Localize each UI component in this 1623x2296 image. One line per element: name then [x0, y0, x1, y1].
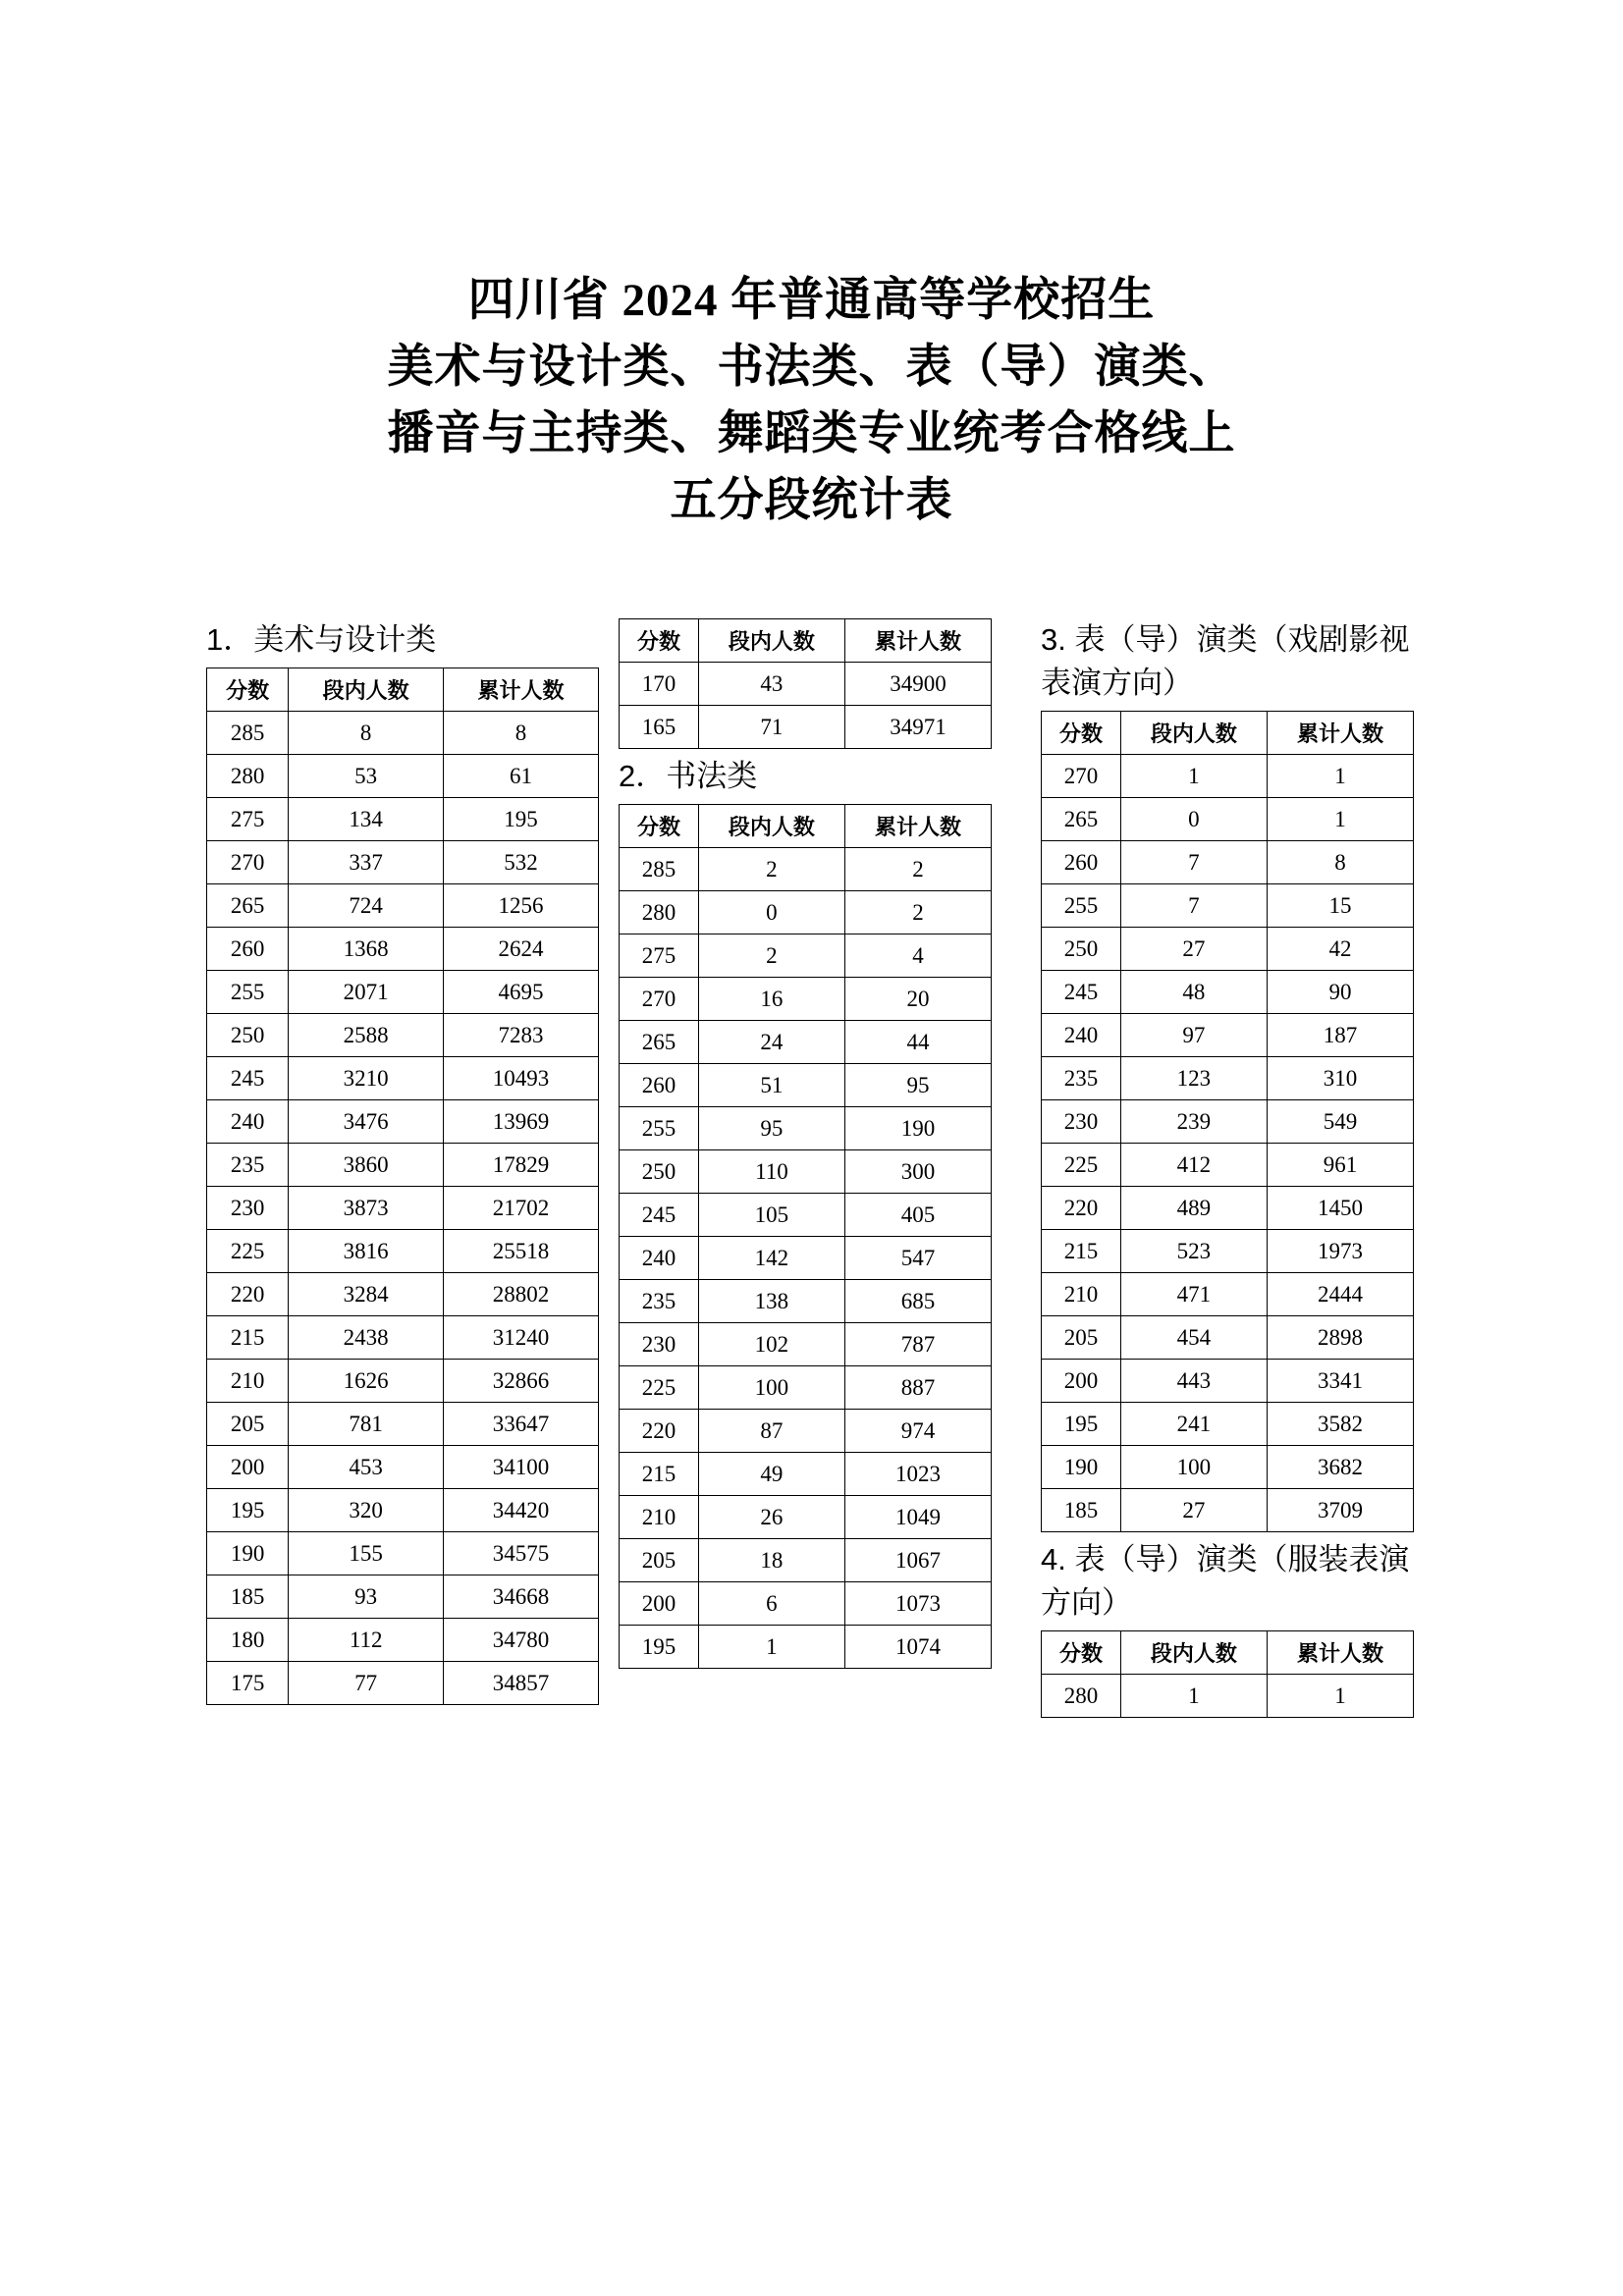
cell-cumulative-count: 31240 — [444, 1316, 599, 1360]
cell-segment-count: 100 — [1120, 1446, 1267, 1489]
cell-segment-count: 1 — [1120, 755, 1267, 798]
document-title — [0, 0, 1623, 534]
cell-score: 260 — [1042, 841, 1121, 884]
cell-segment-count: 24 — [698, 1021, 844, 1064]
table-header-row — [620, 619, 992, 663]
table-row — [207, 712, 599, 755]
header-segment-count: 段内人数 — [698, 619, 844, 663]
cell-score: 245 — [620, 1194, 699, 1237]
cell-segment-count: 49 — [698, 1453, 844, 1496]
cell-score: 180 — [207, 1619, 289, 1662]
cell-score: 200 — [207, 1446, 289, 1489]
cell-cumulative-count: 8 — [444, 712, 599, 755]
table-row — [620, 1237, 992, 1280]
cell-score: 285 — [207, 712, 289, 755]
cell-segment-count: 412 — [1120, 1144, 1267, 1187]
table-row — [620, 706, 992, 749]
cell-cumulative-count: 34971 — [844, 706, 991, 749]
table-meishu-yu-sheji-part1 — [206, 667, 599, 1705]
table-row — [620, 663, 992, 706]
cell-score: 205 — [620, 1539, 699, 1582]
cell-score: 230 — [620, 1323, 699, 1366]
table-row — [620, 1582, 992, 1626]
table-row — [620, 978, 992, 1021]
cell-cumulative-count: 1067 — [844, 1539, 991, 1582]
cell-segment-count: 1626 — [289, 1360, 444, 1403]
cell-cumulative-count: 17829 — [444, 1144, 599, 1187]
table-shufa — [619, 804, 992, 1669]
cell-cumulative-count: 3682 — [1267, 1446, 1413, 1489]
cell-cumulative-count: 547 — [844, 1237, 991, 1280]
table-row — [1042, 1489, 1414, 1532]
title-line-1: 四川省 2024 年普通高等学校招生 — [467, 275, 1156, 326]
cell-cumulative-count: 1 — [1267, 755, 1413, 798]
cell-segment-count: 320 — [289, 1489, 444, 1532]
table-row — [620, 1496, 992, 1539]
cell-segment-count: 724 — [289, 884, 444, 928]
table-row — [207, 1662, 599, 1705]
cell-score: 185 — [207, 1575, 289, 1619]
cell-cumulative-count: 28802 — [444, 1273, 599, 1316]
table-biaoyan-xiju-yingshi — [1041, 711, 1414, 1532]
cell-cumulative-count: 1073 — [844, 1582, 991, 1626]
cell-score: 240 — [620, 1237, 699, 1280]
cell-score: 275 — [207, 798, 289, 841]
table-header-row — [620, 805, 992, 848]
cell-cumulative-count: 7283 — [444, 1014, 599, 1057]
cell-segment-count: 2071 — [289, 971, 444, 1014]
table-row — [207, 884, 599, 928]
cell-segment-count: 110 — [698, 1150, 844, 1194]
cell-segment-count: 2 — [698, 848, 844, 891]
cell-cumulative-count: 34857 — [444, 1662, 599, 1705]
cell-segment-count: 138 — [698, 1280, 844, 1323]
header-score: 分数 — [620, 805, 699, 848]
cell-score: 235 — [620, 1280, 699, 1323]
cell-score: 200 — [620, 1582, 699, 1626]
header-cumulative-count: 累计人数 — [1267, 1631, 1413, 1675]
cell-segment-count: 71 — [698, 706, 844, 749]
cell-score: 285 — [620, 848, 699, 891]
cell-cumulative-count: 1256 — [444, 884, 599, 928]
title-line-3: 播音与主持类、舞蹈类专业统考合格线上 — [387, 408, 1236, 459]
table-row — [620, 1107, 992, 1150]
cell-segment-count: 781 — [289, 1403, 444, 1446]
cell-score: 195 — [620, 1626, 699, 1669]
cell-segment-count: 2438 — [289, 1316, 444, 1360]
table-row — [207, 1489, 599, 1532]
table-row — [207, 1619, 599, 1662]
cell-score: 230 — [1042, 1100, 1121, 1144]
cell-score: 220 — [1042, 1187, 1121, 1230]
cell-score: 215 — [1042, 1230, 1121, 1273]
cell-score: 270 — [1042, 755, 1121, 798]
cell-segment-count: 51 — [698, 1064, 844, 1107]
cell-score: 185 — [1042, 1489, 1121, 1532]
cell-cumulative-count: 3582 — [1267, 1403, 1413, 1446]
cell-segment-count: 7 — [1120, 841, 1267, 884]
cell-segment-count: 6 — [698, 1582, 844, 1626]
cell-segment-count: 155 — [289, 1532, 444, 1575]
cell-cumulative-count: 1074 — [844, 1626, 991, 1669]
cell-score: 205 — [207, 1403, 289, 1446]
cell-cumulative-count: 2898 — [1267, 1316, 1413, 1360]
cell-cumulative-count: 1049 — [844, 1496, 991, 1539]
table-row — [1042, 841, 1414, 884]
header-score: 分数 — [1042, 1631, 1121, 1675]
cell-cumulative-count: 1973 — [1267, 1230, 1413, 1273]
cell-segment-count: 100 — [698, 1366, 844, 1410]
cell-segment-count: 7 — [1120, 884, 1267, 928]
cell-segment-count: 97 — [1120, 1014, 1267, 1057]
table-row — [207, 1230, 599, 1273]
cell-segment-count: 18 — [698, 1539, 844, 1582]
cell-cumulative-count: 1 — [1267, 1675, 1413, 1718]
header-segment-count: 段内人数 — [1120, 712, 1267, 755]
cell-segment-count: 142 — [698, 1237, 844, 1280]
table-body-2 — [620, 848, 992, 1669]
header-cumulative-count: 累计人数 — [1267, 712, 1413, 755]
table-row — [620, 1410, 992, 1453]
cell-cumulative-count: 549 — [1267, 1100, 1413, 1144]
cell-segment-count: 87 — [698, 1410, 844, 1453]
section-heading-4: 4. 表（导）演类（服装表演方向） — [1041, 1542, 1410, 1620]
table-row — [1042, 755, 1414, 798]
cell-score: 280 — [207, 755, 289, 798]
table-row — [1042, 1446, 1414, 1489]
cell-score: 205 — [1042, 1316, 1121, 1360]
cell-cumulative-count: 300 — [844, 1150, 991, 1194]
cell-cumulative-count: 190 — [844, 1107, 991, 1150]
cell-score: 260 — [620, 1064, 699, 1107]
cell-segment-count: 2 — [698, 934, 844, 978]
table-row — [207, 1144, 599, 1187]
table-header-row — [1042, 1631, 1414, 1675]
cell-segment-count: 489 — [1120, 1187, 1267, 1230]
cell-cumulative-count: 974 — [844, 1410, 991, 1453]
cell-cumulative-count: 187 — [1267, 1014, 1413, 1057]
cell-score: 265 — [207, 884, 289, 928]
table-row — [620, 1323, 992, 1366]
cell-score: 170 — [620, 663, 699, 706]
cell-segment-count: 1 — [1120, 1675, 1267, 1718]
cell-score: 200 — [1042, 1360, 1121, 1403]
table-row — [207, 755, 599, 798]
cell-cumulative-count: 3341 — [1267, 1360, 1413, 1403]
cell-score: 280 — [620, 891, 699, 934]
cell-cumulative-count: 685 — [844, 1280, 991, 1323]
cell-segment-count: 241 — [1120, 1403, 1267, 1446]
table-row — [620, 1194, 992, 1237]
cell-segment-count: 454 — [1120, 1316, 1267, 1360]
cell-cumulative-count: 13969 — [444, 1100, 599, 1144]
cell-score: 245 — [1042, 971, 1121, 1014]
cell-cumulative-count: 33647 — [444, 1403, 599, 1446]
cell-cumulative-count: 42 — [1267, 928, 1413, 971]
cell-cumulative-count: 34420 — [444, 1489, 599, 1532]
table-row — [1042, 1230, 1414, 1273]
tables-columns-layout — [0, 618, 1623, 1724]
cell-score: 220 — [207, 1273, 289, 1316]
table-row — [1042, 884, 1414, 928]
table-row — [207, 1100, 599, 1144]
column-right — [1041, 618, 1414, 1724]
cell-cumulative-count: 34100 — [444, 1446, 599, 1489]
table-row — [620, 1150, 992, 1194]
cell-cumulative-count: 44 — [844, 1021, 991, 1064]
table-row — [620, 891, 992, 934]
table-row — [207, 1273, 599, 1316]
cell-segment-count: 105 — [698, 1194, 844, 1237]
cell-cumulative-count: 20 — [844, 978, 991, 1021]
header-cumulative-count: 累计人数 — [844, 805, 991, 848]
cell-segment-count: 134 — [289, 798, 444, 841]
cell-score: 225 — [620, 1366, 699, 1410]
cell-cumulative-count: 34575 — [444, 1532, 599, 1575]
table-row — [620, 1539, 992, 1582]
table-row — [620, 848, 992, 891]
cell-segment-count: 1368 — [289, 928, 444, 971]
header-score: 分数 — [1042, 712, 1121, 755]
cell-score: 250 — [1042, 928, 1121, 971]
cell-segment-count: 43 — [698, 663, 844, 706]
title-line-2: 美术与设计类、书法类、表（导）演类、 — [387, 342, 1236, 393]
table-row — [620, 1021, 992, 1064]
cell-score: 245 — [207, 1057, 289, 1100]
cell-cumulative-count: 15 — [1267, 884, 1413, 928]
cell-segment-count: 3476 — [289, 1100, 444, 1144]
cell-segment-count: 471 — [1120, 1273, 1267, 1316]
cell-score: 270 — [620, 978, 699, 1021]
section-heading-3: 3. 表（导）演类（戏剧影视表演方向） — [1041, 622, 1410, 700]
cell-score: 215 — [620, 1453, 699, 1496]
column-middle — [619, 618, 992, 1675]
table-row — [207, 971, 599, 1014]
cell-cumulative-count: 2444 — [1267, 1273, 1413, 1316]
table-row — [1042, 1403, 1414, 1446]
cell-segment-count: 337 — [289, 841, 444, 884]
table-row — [620, 1366, 992, 1410]
table-row — [1042, 1144, 1414, 1187]
cell-score: 220 — [620, 1410, 699, 1453]
table-row — [620, 934, 992, 978]
cell-segment-count: 112 — [289, 1619, 444, 1662]
header-score: 分数 — [620, 619, 699, 663]
cell-score: 240 — [1042, 1014, 1121, 1057]
table-row — [620, 1626, 992, 1669]
cell-segment-count: 0 — [1120, 798, 1267, 841]
cell-segment-count: 0 — [698, 891, 844, 934]
cell-segment-count: 48 — [1120, 971, 1267, 1014]
table-row — [1042, 971, 1414, 1014]
cell-cumulative-count: 2 — [844, 891, 991, 934]
cell-segment-count: 26 — [698, 1496, 844, 1539]
cell-score: 250 — [207, 1014, 289, 1057]
table-row — [620, 1064, 992, 1107]
table-body-3 — [1042, 755, 1414, 1532]
cell-cumulative-count: 10493 — [444, 1057, 599, 1100]
header-segment-count: 段内人数 — [289, 668, 444, 712]
table-row — [207, 1360, 599, 1403]
table-row — [207, 928, 599, 971]
cell-cumulative-count: 1 — [1267, 798, 1413, 841]
cell-score: 250 — [620, 1150, 699, 1194]
cell-segment-count: 239 — [1120, 1100, 1267, 1144]
cell-score: 210 — [620, 1496, 699, 1539]
cell-segment-count: 123 — [1120, 1057, 1267, 1100]
cell-score: 255 — [620, 1107, 699, 1150]
cell-cumulative-count: 25518 — [444, 1230, 599, 1273]
cell-cumulative-count: 195 — [444, 798, 599, 841]
cell-cumulative-count: 1023 — [844, 1453, 991, 1496]
table-row — [1042, 1675, 1414, 1718]
cell-cumulative-count: 32866 — [444, 1360, 599, 1403]
cell-cumulative-count: 887 — [844, 1366, 991, 1410]
cell-segment-count: 443 — [1120, 1360, 1267, 1403]
table-body-4 — [1042, 1675, 1414, 1718]
section-heading-2: 2．书法类 — [619, 759, 758, 793]
table-row — [207, 1575, 599, 1619]
cell-score: 190 — [1042, 1446, 1121, 1489]
table-row — [620, 1453, 992, 1496]
cell-score: 270 — [207, 841, 289, 884]
table-header-row — [207, 668, 599, 712]
header-cumulative-count: 累计人数 — [844, 619, 991, 663]
cell-cumulative-count: 34668 — [444, 1575, 599, 1619]
cell-score: 195 — [207, 1489, 289, 1532]
cell-cumulative-count: 1450 — [1267, 1187, 1413, 1230]
cell-segment-count: 3873 — [289, 1187, 444, 1230]
cell-cumulative-count: 310 — [1267, 1057, 1413, 1100]
cell-cumulative-count: 8 — [1267, 841, 1413, 884]
cell-score: 260 — [207, 928, 289, 971]
cell-segment-count: 453 — [289, 1446, 444, 1489]
cell-segment-count: 16 — [698, 978, 844, 1021]
table-body-1 — [207, 712, 599, 1705]
cell-cumulative-count: 3709 — [1267, 1489, 1413, 1532]
cell-cumulative-count: 961 — [1267, 1144, 1413, 1187]
cell-segment-count: 1 — [698, 1626, 844, 1669]
cell-cumulative-count: 4695 — [444, 971, 599, 1014]
cell-segment-count: 523 — [1120, 1230, 1267, 1273]
cell-score: 265 — [1042, 798, 1121, 841]
cell-segment-count: 77 — [289, 1662, 444, 1705]
cell-cumulative-count: 34780 — [444, 1619, 599, 1662]
cell-score: 215 — [207, 1316, 289, 1360]
table-row — [1042, 1057, 1414, 1100]
table-row — [207, 798, 599, 841]
cell-cumulative-count: 34900 — [844, 663, 991, 706]
cell-cumulative-count: 90 — [1267, 971, 1413, 1014]
table-row — [207, 1057, 599, 1100]
table-body-1-continued — [620, 663, 992, 749]
table-row — [207, 1532, 599, 1575]
cell-score: 210 — [207, 1360, 289, 1403]
cell-cumulative-count: 95 — [844, 1064, 991, 1107]
table-row — [1042, 1014, 1414, 1057]
cell-cumulative-count: 21702 — [444, 1187, 599, 1230]
table-row — [620, 1280, 992, 1323]
cell-score: 280 — [1042, 1675, 1121, 1718]
cell-segment-count: 3284 — [289, 1273, 444, 1316]
cell-cumulative-count: 4 — [844, 934, 991, 978]
cell-segment-count: 102 — [698, 1323, 844, 1366]
table-row — [207, 1446, 599, 1489]
table-biaoyan-fuzhuang — [1041, 1630, 1414, 1718]
table-row — [207, 841, 599, 884]
table-row — [1042, 1273, 1414, 1316]
cell-segment-count: 3860 — [289, 1144, 444, 1187]
table-row — [1042, 798, 1414, 841]
table-row — [1042, 1316, 1414, 1360]
cell-score: 225 — [207, 1230, 289, 1273]
cell-score: 265 — [620, 1021, 699, 1064]
cell-score: 255 — [1042, 884, 1121, 928]
table-row — [1042, 1187, 1414, 1230]
cell-score: 235 — [1042, 1057, 1121, 1100]
cell-score: 190 — [207, 1532, 289, 1575]
table-row — [207, 1316, 599, 1360]
cell-cumulative-count: 787 — [844, 1323, 991, 1366]
cell-score: 255 — [207, 971, 289, 1014]
table-meishu-yu-sheji-part2 — [619, 618, 992, 749]
cell-cumulative-count: 2 — [844, 848, 991, 891]
cell-cumulative-count: 532 — [444, 841, 599, 884]
cell-segment-count: 27 — [1120, 1489, 1267, 1532]
cell-segment-count: 93 — [289, 1575, 444, 1619]
cell-segment-count: 8 — [289, 712, 444, 755]
column-left — [206, 618, 599, 1711]
cell-segment-count: 2588 — [289, 1014, 444, 1057]
cell-score: 225 — [1042, 1144, 1121, 1187]
table-row — [207, 1403, 599, 1446]
cell-segment-count: 27 — [1120, 928, 1267, 971]
section-heading-1: 1．美术与设计类 — [206, 622, 437, 657]
table-row — [207, 1014, 599, 1057]
cell-score: 175 — [207, 1662, 289, 1705]
cell-score: 165 — [620, 706, 699, 749]
cell-score: 235 — [207, 1144, 289, 1187]
table-row — [1042, 928, 1414, 971]
title-line-4: 五分段统计表 — [670, 475, 953, 526]
cell-cumulative-count: 2624 — [444, 928, 599, 971]
header-segment-count: 段内人数 — [698, 805, 844, 848]
cell-segment-count: 95 — [698, 1107, 844, 1150]
cell-cumulative-count: 405 — [844, 1194, 991, 1237]
header-score: 分数 — [207, 668, 289, 712]
cell-score: 240 — [207, 1100, 289, 1144]
header-segment-count: 段内人数 — [1120, 1631, 1267, 1675]
cell-segment-count: 53 — [289, 755, 444, 798]
header-cumulative-count: 累计人数 — [444, 668, 599, 712]
table-row — [1042, 1100, 1414, 1144]
cell-score: 230 — [207, 1187, 289, 1230]
cell-score: 195 — [1042, 1403, 1121, 1446]
cell-cumulative-count: 61 — [444, 755, 599, 798]
cell-segment-count: 3816 — [289, 1230, 444, 1273]
cell-segment-count: 3210 — [289, 1057, 444, 1100]
cell-score: 275 — [620, 934, 699, 978]
table-row — [1042, 1360, 1414, 1403]
table-row — [207, 1187, 599, 1230]
cell-score: 210 — [1042, 1273, 1121, 1316]
table-header-row — [1042, 712, 1414, 755]
